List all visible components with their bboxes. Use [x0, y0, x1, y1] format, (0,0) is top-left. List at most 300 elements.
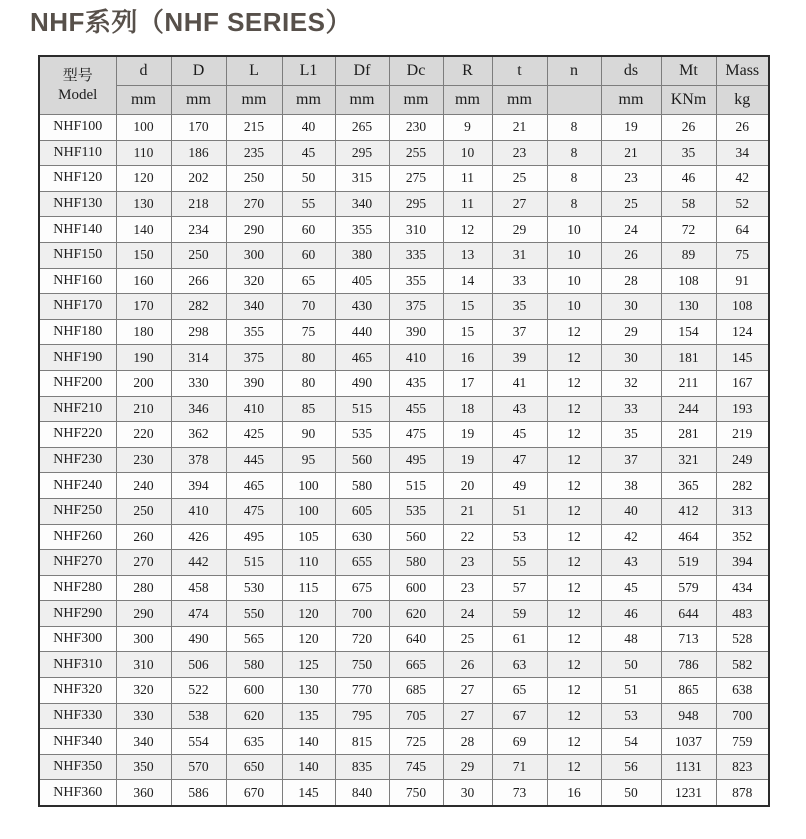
value-cell: 55: [282, 191, 335, 217]
value-cell: 11: [443, 191, 492, 217]
value-cell: 458: [171, 575, 226, 601]
value-cell: 220: [116, 422, 171, 448]
value-cell: 1231: [661, 780, 716, 806]
table-row: [39, 396, 769, 422]
value-cell: 346: [171, 396, 226, 422]
table-row: [39, 345, 769, 371]
value-cell: 38: [601, 473, 661, 499]
value-cell: 475: [226, 498, 282, 524]
value-cell: 1131: [661, 754, 716, 780]
value-cell: 40: [601, 498, 661, 524]
model-cell: NHF270: [39, 550, 116, 576]
value-cell: 37: [492, 319, 547, 345]
value-cell: 85: [282, 396, 335, 422]
model-cell: NHF350: [39, 754, 116, 780]
value-cell: 42: [716, 166, 769, 192]
value-cell: 115: [282, 575, 335, 601]
table-row: [39, 319, 769, 345]
value-cell: 565: [226, 626, 282, 652]
value-cell: 100: [282, 498, 335, 524]
value-cell: 535: [389, 498, 443, 524]
value-cell: 483: [716, 601, 769, 627]
value-cell: 34: [716, 140, 769, 166]
value-cell: 19: [443, 422, 492, 448]
value-cell: 56: [601, 754, 661, 780]
value-cell: 52: [716, 191, 769, 217]
value-cell: 26: [443, 652, 492, 678]
value-cell: 644: [661, 601, 716, 627]
value-cell: 12: [547, 754, 601, 780]
value-cell: 105: [282, 524, 335, 550]
value-cell: 60: [282, 217, 335, 243]
value-cell: 16: [443, 345, 492, 371]
value-cell: 110: [282, 550, 335, 576]
model-header-en: Model: [58, 86, 98, 103]
value-cell: 795: [335, 703, 389, 729]
header-label-row: [39, 56, 769, 86]
value-cell: 140: [282, 729, 335, 755]
table-row: [39, 115, 769, 141]
value-cell: 26: [661, 115, 716, 141]
value-cell: 528: [716, 626, 769, 652]
value-cell: 330: [171, 370, 226, 396]
value-cell: 300: [116, 626, 171, 652]
value-cell: 72: [661, 217, 716, 243]
model-cell: NHF280: [39, 575, 116, 601]
model-cell: NHF310: [39, 652, 116, 678]
value-cell: 46: [601, 601, 661, 627]
value-cell: 490: [335, 370, 389, 396]
table-row: [39, 729, 769, 755]
table-row: [39, 575, 769, 601]
model-cell: NHF130: [39, 191, 116, 217]
value-cell: 685: [389, 678, 443, 704]
value-cell: 12: [547, 498, 601, 524]
value-cell: 378: [171, 447, 226, 473]
value-cell: 230: [389, 115, 443, 141]
value-cell: 170: [116, 294, 171, 320]
value-cell: 61: [492, 626, 547, 652]
value-cell: 638: [716, 678, 769, 704]
value-cell: 19: [601, 115, 661, 141]
value-cell: 140: [116, 217, 171, 243]
value-cell: 759: [716, 729, 769, 755]
value-cell: 234: [171, 217, 226, 243]
value-cell: 17: [443, 370, 492, 396]
value-cell: 43: [492, 396, 547, 422]
value-cell: 24: [443, 601, 492, 627]
value-cell: 725: [389, 729, 443, 755]
model-cell: NHF120: [39, 166, 116, 192]
table-row: [39, 370, 769, 396]
value-cell: 8: [547, 140, 601, 166]
value-cell: 290: [116, 601, 171, 627]
value-cell: 42: [601, 524, 661, 550]
value-cell: 53: [601, 703, 661, 729]
column-header-D: D: [171, 56, 226, 86]
unit-n: [547, 86, 601, 115]
model-cell: NHF260: [39, 524, 116, 550]
value-cell: 29: [443, 754, 492, 780]
value-cell: 12: [547, 447, 601, 473]
value-cell: 350: [116, 754, 171, 780]
value-cell: 130: [661, 294, 716, 320]
value-cell: 713: [661, 626, 716, 652]
model-cell: NHF330: [39, 703, 116, 729]
value-cell: 321: [661, 447, 716, 473]
value-cell: 865: [661, 678, 716, 704]
value-cell: 12: [443, 217, 492, 243]
value-cell: 21: [601, 140, 661, 166]
value-cell: 360: [116, 780, 171, 806]
value-cell: 1037: [661, 729, 716, 755]
table-row: [39, 242, 769, 268]
value-cell: 310: [116, 652, 171, 678]
value-cell: 25: [601, 191, 661, 217]
value-cell: 582: [716, 652, 769, 678]
value-cell: 705: [389, 703, 443, 729]
value-cell: 570: [171, 754, 226, 780]
value-cell: 11: [443, 166, 492, 192]
value-cell: 475: [389, 422, 443, 448]
value-cell: 560: [335, 447, 389, 473]
value-cell: 519: [661, 550, 716, 576]
value-cell: 120: [282, 601, 335, 627]
value-cell: 620: [226, 703, 282, 729]
value-cell: 100: [116, 115, 171, 141]
value-cell: 700: [716, 703, 769, 729]
value-cell: 48: [601, 626, 661, 652]
model-cell: NHF200: [39, 370, 116, 396]
value-cell: 465: [335, 345, 389, 371]
value-cell: 65: [492, 678, 547, 704]
value-cell: 35: [661, 140, 716, 166]
value-cell: 620: [389, 601, 443, 627]
value-cell: 30: [601, 294, 661, 320]
value-cell: 314: [171, 345, 226, 371]
value-cell: 60: [282, 242, 335, 268]
value-cell: 670: [226, 780, 282, 806]
value-cell: 108: [716, 294, 769, 320]
model-cell: NHF320: [39, 678, 116, 704]
value-cell: 365: [661, 473, 716, 499]
value-cell: 150: [116, 242, 171, 268]
column-header-Mass: Mass: [716, 56, 769, 86]
value-cell: 22: [443, 524, 492, 550]
value-cell: 230: [116, 447, 171, 473]
value-cell: 280: [116, 575, 171, 601]
value-cell: 170: [171, 115, 226, 141]
value-cell: 65: [282, 268, 335, 294]
value-cell: 12: [547, 601, 601, 627]
model-cell: NHF110: [39, 140, 116, 166]
value-cell: 535: [335, 422, 389, 448]
value-cell: 73: [492, 780, 547, 806]
table-row: [39, 217, 769, 243]
model-cell: NHF340: [39, 729, 116, 755]
value-cell: 600: [389, 575, 443, 601]
value-cell: 270: [226, 191, 282, 217]
value-cell: 135: [282, 703, 335, 729]
model-cell: NHF250: [39, 498, 116, 524]
value-cell: 67: [492, 703, 547, 729]
value-cell: 26: [601, 242, 661, 268]
value-cell: 412: [661, 498, 716, 524]
value-cell: 37: [601, 447, 661, 473]
value-cell: 380: [335, 242, 389, 268]
value-cell: 600: [226, 678, 282, 704]
value-cell: 202: [171, 166, 226, 192]
value-cell: 12: [547, 652, 601, 678]
value-cell: 260: [116, 524, 171, 550]
value-cell: 580: [226, 652, 282, 678]
value-cell: 39: [492, 345, 547, 371]
table-row: [39, 524, 769, 550]
value-cell: 394: [716, 550, 769, 576]
unit-t: mm: [492, 86, 547, 115]
value-cell: 59: [492, 601, 547, 627]
value-cell: 235: [226, 140, 282, 166]
value-cell: 250: [171, 242, 226, 268]
value-cell: 50: [601, 780, 661, 806]
value-cell: 506: [171, 652, 226, 678]
value-cell: 335: [389, 242, 443, 268]
value-cell: 58: [661, 191, 716, 217]
value-cell: 45: [601, 575, 661, 601]
value-cell: 35: [492, 294, 547, 320]
value-cell: 265: [335, 115, 389, 141]
column-header-R: R: [443, 56, 492, 86]
model-cell: NHF240: [39, 473, 116, 499]
model-cell: NHF170: [39, 294, 116, 320]
value-cell: 375: [389, 294, 443, 320]
value-cell: 21: [443, 498, 492, 524]
value-cell: 95: [282, 447, 335, 473]
column-header-n: n: [547, 56, 601, 86]
value-cell: 91: [716, 268, 769, 294]
value-cell: 490: [171, 626, 226, 652]
value-cell: 250: [116, 498, 171, 524]
value-cell: 54: [601, 729, 661, 755]
value-cell: 19: [443, 447, 492, 473]
value-cell: 464: [661, 524, 716, 550]
unit-Mt: KNm: [661, 86, 716, 115]
value-cell: 125: [282, 652, 335, 678]
model-cell: NHF210: [39, 396, 116, 422]
value-cell: 530: [226, 575, 282, 601]
value-cell: 770: [335, 678, 389, 704]
value-cell: 515: [335, 396, 389, 422]
value-cell: 24: [601, 217, 661, 243]
value-cell: 154: [661, 319, 716, 345]
value-cell: 23: [443, 550, 492, 576]
value-cell: 442: [171, 550, 226, 576]
value-cell: 579: [661, 575, 716, 601]
table-row: [39, 626, 769, 652]
value-cell: 495: [226, 524, 282, 550]
value-cell: 474: [171, 601, 226, 627]
table-row: [39, 678, 769, 704]
table-row: [39, 294, 769, 320]
value-cell: 167: [716, 370, 769, 396]
value-cell: 51: [601, 678, 661, 704]
value-cell: 14: [443, 268, 492, 294]
model-cell: NHF140: [39, 217, 116, 243]
value-cell: 295: [389, 191, 443, 217]
value-cell: 640: [389, 626, 443, 652]
value-cell: 46: [661, 166, 716, 192]
value-cell: 310: [389, 217, 443, 243]
value-cell: 10: [547, 217, 601, 243]
value-cell: 43: [601, 550, 661, 576]
model-cell: NHF290: [39, 601, 116, 627]
value-cell: 45: [282, 140, 335, 166]
value-cell: 55: [492, 550, 547, 576]
value-cell: 180: [116, 319, 171, 345]
value-cell: 745: [389, 754, 443, 780]
value-cell: 362: [171, 422, 226, 448]
column-header-Dc: Dc: [389, 56, 443, 86]
value-cell: 240: [116, 473, 171, 499]
column-header-Df: Df: [335, 56, 389, 86]
value-cell: 249: [716, 447, 769, 473]
column-header-t: t: [492, 56, 547, 86]
table-row: [39, 601, 769, 627]
value-cell: 948: [661, 703, 716, 729]
model-cell: NHF150: [39, 242, 116, 268]
value-cell: 25: [492, 166, 547, 192]
value-cell: 315: [335, 166, 389, 192]
value-cell: 282: [171, 294, 226, 320]
value-cell: 41: [492, 370, 547, 396]
value-cell: 8: [547, 166, 601, 192]
column-header-L1: L1: [282, 56, 335, 86]
value-cell: 665: [389, 652, 443, 678]
value-cell: 355: [226, 319, 282, 345]
value-cell: 210: [116, 396, 171, 422]
value-cell: 560: [389, 524, 443, 550]
value-cell: 49: [492, 473, 547, 499]
value-cell: 23: [492, 140, 547, 166]
value-cell: 320: [226, 268, 282, 294]
value-cell: 30: [601, 345, 661, 371]
value-cell: 211: [661, 370, 716, 396]
value-cell: 71: [492, 754, 547, 780]
value-cell: 218: [171, 191, 226, 217]
value-cell: 53: [492, 524, 547, 550]
value-cell: 410: [226, 396, 282, 422]
value-cell: 10: [547, 268, 601, 294]
column-header-d: d: [116, 56, 171, 86]
value-cell: 750: [389, 780, 443, 806]
value-cell: 16: [547, 780, 601, 806]
value-cell: 23: [443, 575, 492, 601]
value-cell: 426: [171, 524, 226, 550]
value-cell: 12: [547, 703, 601, 729]
value-cell: 878: [716, 780, 769, 806]
value-cell: 655: [335, 550, 389, 576]
value-cell: 29: [492, 217, 547, 243]
value-cell: 12: [547, 345, 601, 371]
value-cell: 25: [443, 626, 492, 652]
value-cell: 186: [171, 140, 226, 166]
value-cell: 445: [226, 447, 282, 473]
value-cell: 160: [116, 268, 171, 294]
value-cell: 32: [601, 370, 661, 396]
value-cell: 515: [226, 550, 282, 576]
column-header-Mt: Mt: [661, 56, 716, 86]
unit-Mass: kg: [716, 86, 769, 115]
value-cell: 12: [547, 396, 601, 422]
value-cell: 244: [661, 396, 716, 422]
value-cell: 63: [492, 652, 547, 678]
value-cell: 10: [547, 242, 601, 268]
value-cell: 440: [335, 319, 389, 345]
value-cell: 140: [282, 754, 335, 780]
value-cell: 50: [601, 652, 661, 678]
value-cell: 8: [547, 191, 601, 217]
value-cell: 28: [443, 729, 492, 755]
value-cell: 435: [389, 370, 443, 396]
model-cell: NHF160: [39, 268, 116, 294]
value-cell: 120: [282, 626, 335, 652]
value-cell: 390: [389, 319, 443, 345]
value-cell: 355: [389, 268, 443, 294]
page-title: NHF系列（NHF SERIES）: [30, 7, 352, 37]
value-cell: 80: [282, 370, 335, 396]
value-cell: 90: [282, 422, 335, 448]
value-cell: 815: [335, 729, 389, 755]
nhf-series-spec-table: [38, 55, 770, 807]
value-cell: 29: [601, 319, 661, 345]
unit-Dc: mm: [389, 86, 443, 115]
value-cell: 26: [716, 115, 769, 141]
table-row: [39, 422, 769, 448]
value-cell: 33: [601, 396, 661, 422]
value-cell: 635: [226, 729, 282, 755]
value-cell: 64: [716, 217, 769, 243]
value-cell: 30: [443, 780, 492, 806]
value-cell: 13: [443, 242, 492, 268]
value-cell: 15: [443, 319, 492, 345]
value-cell: 586: [171, 780, 226, 806]
value-cell: 410: [171, 498, 226, 524]
value-cell: 110: [116, 140, 171, 166]
unit-L1: mm: [282, 86, 335, 115]
value-cell: 430: [335, 294, 389, 320]
value-cell: 255: [389, 140, 443, 166]
value-cell: 12: [547, 550, 601, 576]
value-cell: 124: [716, 319, 769, 345]
value-cell: 100: [282, 473, 335, 499]
value-cell: 538: [171, 703, 226, 729]
value-cell: 495: [389, 447, 443, 473]
value-cell: 8: [547, 115, 601, 141]
value-cell: 675: [335, 575, 389, 601]
value-cell: 69: [492, 729, 547, 755]
value-cell: 390: [226, 370, 282, 396]
model-cell: NHF230: [39, 447, 116, 473]
model-header-zh: 型号: [62, 67, 93, 84]
value-cell: 215: [226, 115, 282, 141]
model-cell: NHF360: [39, 780, 116, 806]
value-cell: 10: [443, 140, 492, 166]
value-cell: 750: [335, 652, 389, 678]
column-header-model: [39, 56, 116, 115]
header-unit-row: [39, 86, 769, 115]
value-cell: 250: [226, 166, 282, 192]
unit-d: mm: [116, 86, 171, 115]
